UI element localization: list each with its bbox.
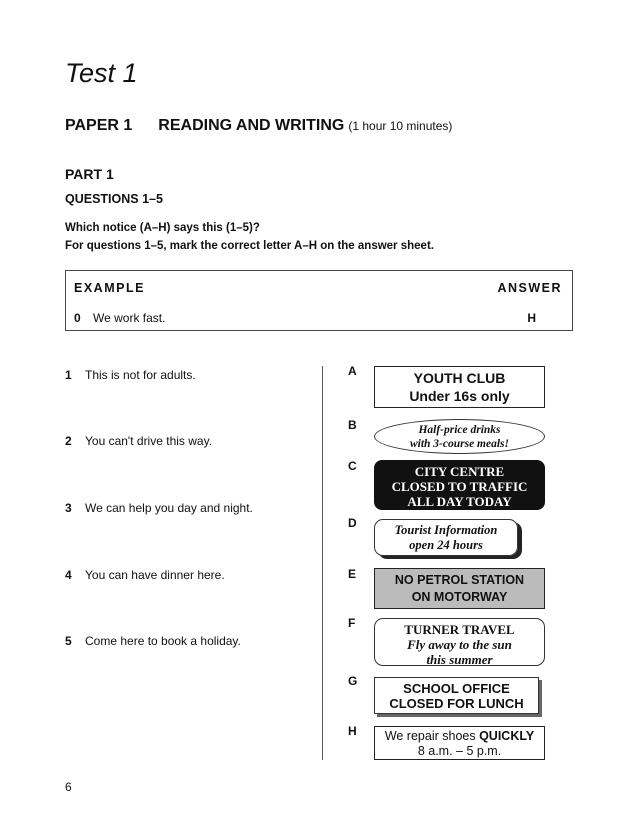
notice-emphasis: QUICKLY <box>479 729 535 743</box>
example-number: 0 <box>74 311 81 325</box>
question-number: 1 <box>65 368 72 382</box>
notice-text: We repair shoes <box>384 729 480 743</box>
part-title: PART 1 <box>65 166 114 182</box>
notice-half-price-drinks <box>374 419 545 454</box>
notice-letter: H <box>348 724 357 738</box>
page-number: 6 <box>65 780 72 794</box>
paper-duration: (1 hour 10 minutes) <box>348 119 453 133</box>
paper-title: READING AND WRITING <box>158 117 345 134</box>
notice-letter: F <box>348 616 356 630</box>
notice-line <box>375 729 544 744</box>
notice-letter: C <box>348 459 357 473</box>
question-number: 4 <box>65 568 72 582</box>
notice-letter: E <box>348 567 357 581</box>
notice-line: TURNER TRAVEL <box>404 622 515 637</box>
notice-line: Tourist Information <box>394 523 498 537</box>
question-item <box>65 501 253 515</box>
question-number: 2 <box>65 434 72 448</box>
questions-range: QUESTIONS 1–5 <box>65 192 163 206</box>
notice-line: Fly away to the sun <box>407 637 512 652</box>
paper-heading <box>65 117 452 135</box>
example-text: We work fast. <box>93 311 166 325</box>
notice-line: with 3-course meals! <box>409 438 510 450</box>
notice-youth-club <box>374 366 545 408</box>
paper-label: PAPER 1 <box>65 117 133 134</box>
notice-line: ALL DAY TODAY <box>407 494 512 509</box>
notice-letter: B <box>348 418 357 432</box>
notice-line: open 24 hours <box>409 538 483 552</box>
notice-letter: G <box>348 674 358 688</box>
notice-petrol-station <box>374 568 545 609</box>
answer-label: ANSWER <box>497 281 562 295</box>
example-answer: H <box>527 311 536 325</box>
question-item <box>65 568 225 582</box>
notice-letter: D <box>348 516 357 530</box>
notice-line: this summer <box>426 652 493 667</box>
notice-school-office <box>374 677 539 714</box>
question-number: 5 <box>65 634 72 648</box>
notice-line: Half-price drinks <box>418 424 501 436</box>
notice-line: CLOSED FOR LUNCH <box>389 696 524 711</box>
notice-line: SCHOOL OFFICE <box>403 681 510 696</box>
instruction-line-1: Which notice (A–H) says this (1–5)? <box>65 222 260 234</box>
question-number: 3 <box>65 501 72 515</box>
notice-line: CITY CENTRE <box>414 464 505 479</box>
question-item <box>65 368 196 382</box>
notice-line: YOUTH CLUB <box>413 370 506 386</box>
notice-shoe-repair <box>374 726 545 760</box>
notice-line: Under 16s only <box>409 388 510 404</box>
notice-line: CLOSED TO TRAFFIC <box>391 479 528 494</box>
notice-city-centre <box>374 460 545 510</box>
question-item <box>65 634 241 648</box>
instruction-line-2: For questions 1–5, mark the correct letter A–H on the answer sheet. <box>65 240 434 252</box>
notice-line: NO PETROL STATION <box>394 573 525 587</box>
question-text: You can't drive this way. <box>85 434 213 448</box>
test-title: Test 1 <box>65 58 138 88</box>
example-label: EXAMPLE <box>74 281 145 295</box>
notice-turner-travel <box>374 618 545 666</box>
question-text: You can have dinner here. <box>85 568 225 582</box>
notice-tourist-information <box>374 519 518 556</box>
question-item <box>65 434 212 448</box>
example-box <box>65 270 573 331</box>
notice-line: 8 a.m. – 5 p.m. <box>417 744 502 758</box>
question-text: This is not for adults. <box>85 368 196 382</box>
question-text: We can help you day and night. <box>85 501 253 515</box>
notice-letter: A <box>348 364 357 378</box>
column-divider <box>322 366 323 760</box>
notice-line: ON MOTORWAY <box>411 590 508 604</box>
question-text: Come here to book a holiday. <box>85 634 241 648</box>
